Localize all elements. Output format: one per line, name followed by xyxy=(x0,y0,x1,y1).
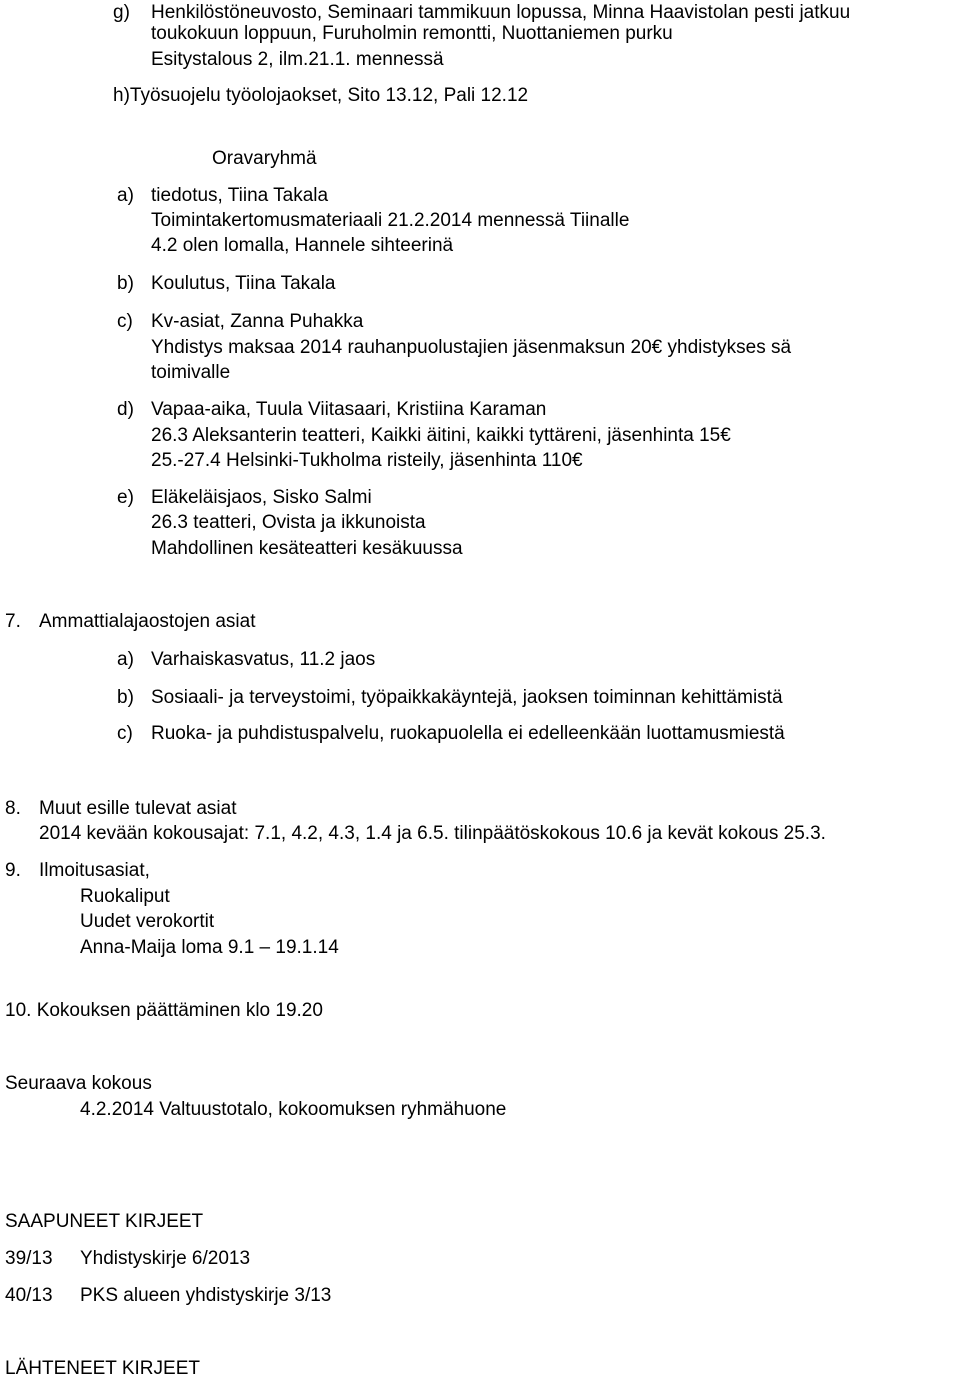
text-line: Mahdollinen kesäteatteri kesäkuussa xyxy=(151,538,463,559)
letter-title: Yhdistyskirje 6/2013 xyxy=(80,1248,251,1269)
item-label-b: b) xyxy=(117,687,134,708)
item-label-b: b) xyxy=(117,273,134,294)
text-line: 26.3 teatteri, Ovista ja ikkunoista xyxy=(151,512,426,533)
text-line: Anna-Maija loma 9.1 – 19.1.14 xyxy=(80,937,339,958)
item-label-e: e) xyxy=(117,487,134,508)
text-line: Henkilöstöneuvosto, Seminaari tammikuun lopussa, Minna Haavistolan pesti jatkuu xyxy=(151,2,851,23)
text-line: 26.3 Aleksanterin teatteri, Kaikki äitini, kaikki tyttäreni, jäsenhinta 15€ xyxy=(151,425,731,446)
next-meeting-title: Seuraava kokous xyxy=(5,1073,152,1094)
section-number: 9. xyxy=(5,860,21,881)
text-line: toimivalle xyxy=(151,362,231,383)
text-line: 2014 kevään kokousajat: 7.1, 4.2, 4.3, 1.4 ja 6.5. tilinpäätöskokous 10.6 ja kevät kokous 25.3. xyxy=(39,823,826,844)
section-title: Ammattialajaostojen asiat xyxy=(39,611,256,632)
text-line: Eläkeläisjaos, Sisko Salmi xyxy=(151,487,372,508)
text-line: 4.2 olen lomalla, Hannele sihteerinä xyxy=(151,235,454,256)
text-line: Koulutus, Tiina Takala xyxy=(151,273,336,294)
sent-letters-heading: LÄHTENEET KIRJEET xyxy=(5,1358,200,1379)
text-line: Varhaiskasvatus, 11.2 jaos xyxy=(151,649,376,670)
section-number: 7. xyxy=(5,611,21,632)
text-line: 25.-27.4 Helsinki-Tukholma risteily, jäsenhinta 110€ xyxy=(151,450,583,471)
text-line: toukokuun loppuun, Furuholmin remontti, Nuottaniemen purku xyxy=(151,23,673,44)
text-line: Uudet verokortit xyxy=(80,911,215,932)
item-label-c: c) xyxy=(117,723,133,744)
text-line: Toimintakertomusmateriaali 21.2.2014 mennessä Tiinalle xyxy=(151,210,630,231)
text-line: Ruoka- ja puhdistuspalvelu, ruokapuolella ei edelleenkään luottamusmiestä xyxy=(151,723,785,744)
text-line: Sosiaali- ja terveystoimi, työpaikkakäyntejä, jaoksen toiminnan kehittämistä xyxy=(151,687,783,708)
text-line: h)Työsuojelu työolojaokset, Sito 13.12, Pali 12.12 xyxy=(113,85,529,106)
section-title: 10. Kokouksen päättäminen klo 19.20 xyxy=(5,1000,323,1021)
section-title: Muut esille tulevat asiat xyxy=(39,798,237,819)
next-meeting-details: 4.2.2014 Valtuustotalo, kokoomuksen ryhmähuone xyxy=(80,1099,507,1120)
item-label-c: c) xyxy=(117,311,133,332)
item-label-g: g) xyxy=(113,2,130,23)
item-label-a: a) xyxy=(117,649,134,670)
text-line: Yhdistys maksaa 2014 rauhanpuolustajien jäsenmaksun 20€ yhdistykses sä xyxy=(151,337,792,358)
item-label-a: a) xyxy=(117,185,134,206)
text-line: Kv-asiat, Zanna Puhakka xyxy=(151,311,364,332)
received-letters-heading: SAAPUNEET KIRJEET xyxy=(5,1211,204,1232)
text-line: Ruokaliput xyxy=(80,886,170,907)
text-line: tiedotus, Tiina Takala xyxy=(151,185,329,206)
letter-number: 39/13 xyxy=(5,1248,53,1269)
letter-number: 40/13 xyxy=(5,1285,53,1306)
text-line: Vapaa-aika, Tuula Viitasaari, Kristiina Karaman xyxy=(151,399,547,420)
section-number: 8. xyxy=(5,798,21,819)
text-line: Esitystalous 2, ilm.21.1. mennessä xyxy=(151,49,444,70)
letter-title: PKS alueen yhdistyskirje 3/13 xyxy=(80,1285,332,1306)
item-label-d: d) xyxy=(117,399,134,420)
subsection-heading: Oravaryhmä xyxy=(212,148,317,169)
section-title: Ilmoitusasiat, xyxy=(39,860,150,881)
